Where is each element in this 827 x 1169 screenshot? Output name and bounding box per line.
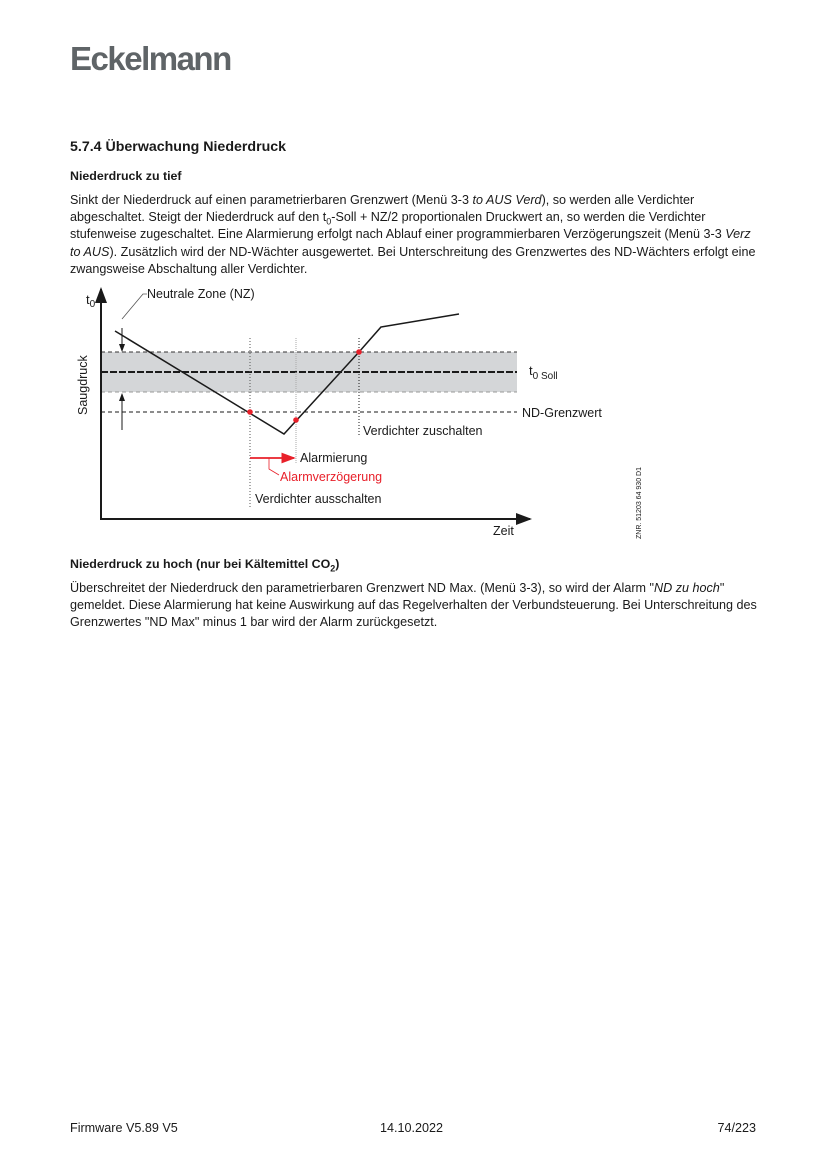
- footer-date: 14.10.2022: [380, 1121, 444, 1135]
- compressor-off-label: Verdichter ausschalten: [255, 492, 382, 506]
- low-pressure-diagram: [70, 283, 650, 545]
- footer-page-number: 74/223: [717, 1121, 756, 1135]
- compressor-on-label: Verdichter zuschalten: [363, 424, 483, 438]
- compressor-on-point: [356, 349, 362, 355]
- alarm-point: [293, 417, 299, 423]
- text-run: ND zu hoch: [654, 581, 720, 595]
- x-axis-label: Zeit: [493, 524, 514, 538]
- nz-leader-line: [122, 294, 147, 319]
- text-run: to AUS Verd: [472, 193, 542, 207]
- text-run: " gemeldet. Diese Alarmierung hat keine Auswirkung auf das Regelverhalten der Verbundsteuerung. Bei Unterschreitung des Grenzwertes "ND Max" minus 1 bar wird der Alarm zurückgesetzt.: [70, 581, 757, 630]
- y-axis-symbol: $t_0$: [86, 292, 96, 310]
- paragraph-low-pressure-too-high: [70, 580, 760, 632]
- subsection-heading-low-pressure-too-low: Niederdruck zu tief: [70, 169, 182, 183]
- limit-crossing-point: [247, 409, 253, 415]
- y-axis-label: Saugdruck: [76, 355, 90, 415]
- company-logo: Eckelmann: [70, 40, 231, 77]
- text-run: 0: [326, 216, 332, 227]
- text-run: Sinkt der Niederdruck auf einen parametrierbaren Grenzwert (Menü 3-3: [70, 193, 473, 207]
- alarm-delay-leader: [269, 458, 279, 475]
- footer-firmware: Firmware V5.89 V5: [70, 1121, 178, 1135]
- text-run: ), so werden alle Verdichter abgeschaltet. Steigt der Niederdruck auf den t: [70, 193, 695, 225]
- text-run: Überschreitet der Niederdruck den parametrierbaren Grenzwert ND Max. (Menü 3-3), so wird der Alarm ": [70, 581, 654, 595]
- paragraph-low-pressure-too-low: [70, 192, 760, 278]
- subsection-heading-low-pressure-too-high: Niederdruck zu hoch (nur bei Kältemittel $CO_2$): [70, 557, 340, 574]
- setpoint-label: $t_{0 Soll}$: [529, 363, 558, 382]
- text-run: Verz to AUS: [70, 227, 751, 259]
- drawing-number: ZNR. 51203 64 930 D1: [636, 467, 643, 539]
- text-run: ). Zusätzlich wird der ND-Wächter ausgewertet. Bei Unterschreitung des Grenzwertes des ND-Wächters erfolgt eine zwangsweise Abschaltung aller Verdichter.: [70, 244, 756, 276]
- limit-label: ND-Grenzwert: [522, 406, 602, 420]
- text-run: -Soll + NZ/2 proportionalen Druckwert an, so werden die Verdichter stufenweise zugeschaltet. Eine Alarmierung erfolgt nach Ablauf einer programmierbaren Verzögerungszeit (Menü 3-3: [70, 210, 726, 242]
- section-heading: 5.7.4 Überwachung Niederdruck: [70, 139, 287, 155]
- neutral-zone-label: Neutrale Zone (NZ): [147, 287, 255, 301]
- alarm-label: Alarmierung: [300, 451, 368, 465]
- alarm-delay-label: Alarmverzögerung: [280, 470, 383, 484]
